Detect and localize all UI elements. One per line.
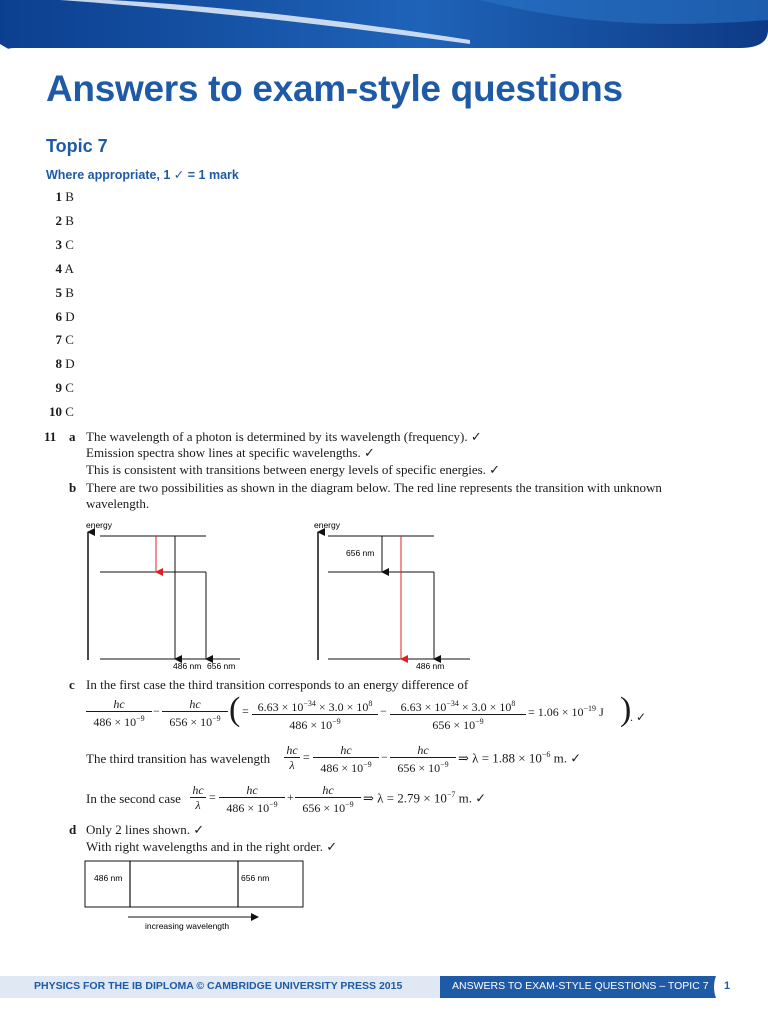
q11a-line: Emission spectra show lines at specific wavelengths. ✓ (86, 445, 375, 460)
q-number: 1 (55, 189, 62, 204)
q-number: 8 (55, 356, 62, 371)
q11b-label: b (69, 480, 77, 495)
q-answer: C (65, 237, 74, 252)
q-number: 3 (55, 237, 62, 252)
footer-publisher: PHYSICS FOR THE IB DIPLOMA © CAMBRIDGE UNIVERSITY PRESS 2015 (34, 980, 403, 992)
q-number: 2 (55, 213, 62, 228)
wavelength-label: 656 nm (346, 548, 375, 558)
q11d-line: Only 2 lines shown. ✓ (86, 822, 205, 837)
result-value: = 1.06 × 10 (528, 705, 584, 719)
q11d-label: d (69, 822, 77, 837)
result-value: ⇒ λ = 1.88 × 10 (458, 750, 542, 766)
q11d-line: With right wavelengths and in the right order. ✓ (86, 839, 338, 854)
q-number: 9 (55, 380, 62, 395)
q11c-label: c (69, 677, 75, 692)
q-answer: D (65, 356, 75, 371)
q-number: 5 (55, 285, 62, 300)
topic-heading: Topic 7 (46, 136, 108, 156)
q-answer: B (65, 189, 74, 204)
wavelength-label: 486 nm (416, 661, 445, 671)
q-answer: B (65, 285, 74, 300)
q11c-intro: In the first case the third transition corresponds to an energy difference of (86, 677, 469, 692)
result-exponent: −6 (541, 750, 551, 759)
wavelength-label: 656 nm (207, 661, 236, 671)
q-answer: C (65, 332, 74, 347)
second-case-text: In the second case (86, 791, 181, 806)
result-unit: m. ✓ (458, 790, 487, 806)
result-exponent: −19 (583, 704, 597, 713)
header-banner (0, 0, 768, 62)
result-unit: m. ✓ (553, 750, 582, 766)
spectrum-line-label: 486 nm (94, 873, 123, 883)
q-answer: C (65, 404, 74, 419)
q-number: 4 (55, 261, 62, 276)
q11a-line: The wavelength of a photon is determined by its wavelength (frequency). ✓ (86, 429, 482, 444)
q-answer: D (65, 309, 75, 324)
q-number: 6 (55, 309, 62, 324)
q11b-line: wavelength. (86, 496, 150, 511)
energy-level-diagram-2 (312, 516, 492, 672)
q-number: 7 (55, 332, 62, 347)
energy-axis-label: energy (314, 520, 340, 530)
q11-number: 11 (44, 429, 57, 444)
page-number: 1 (724, 980, 731, 992)
page-title: Answers to exam-style questions (46, 68, 623, 109)
spectrum-diagram (84, 858, 306, 934)
footer-section-title: ANSWERS TO EXAM-STYLE QUESTIONS – TOPIC 7 (452, 980, 709, 992)
q11b-line: There are two possibilities as shown in the diagram below. The red line represents the transition with unknown (86, 480, 662, 495)
energy-level-diagram-1 (80, 516, 260, 672)
q-answer: B (65, 213, 74, 228)
energy-axis-label: energy (86, 520, 112, 530)
q-answer: A (64, 261, 74, 276)
q11a-label: a (69, 429, 76, 444)
result-unit: J (599, 705, 604, 719)
wavelength-label: 486 nm (173, 661, 202, 671)
result-exponent: −7 (446, 790, 456, 799)
q-answer: C (65, 380, 74, 395)
q-number: 10 (49, 404, 62, 419)
q11a-line: This is consistent with transitions between energy levels of specific energies. ✓ (86, 462, 501, 477)
axis-label: increasing wavelength (145, 921, 230, 931)
spectrum-line-label: 656 nm (241, 873, 270, 883)
mark-note: Where appropriate, 1 ✓ = 1 mark (46, 168, 239, 182)
result-value: ⇒ λ = 2.79 × 10 (363, 790, 447, 806)
third-transition-text: The third transition has wavelength (86, 751, 271, 766)
